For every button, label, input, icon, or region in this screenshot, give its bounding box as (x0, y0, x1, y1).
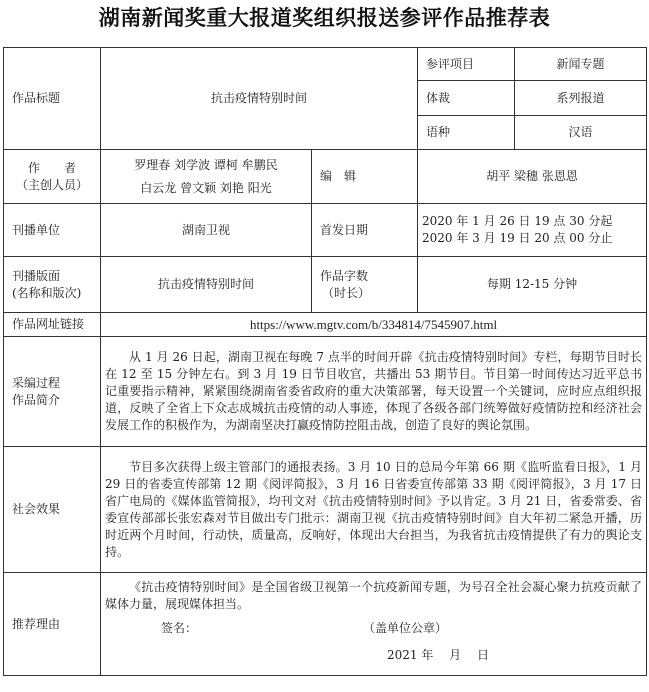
recommendation-form (3, 47, 647, 676)
editors-label: 编 辑 (312, 150, 418, 204)
recommend-cell (101, 573, 647, 676)
layout-label (4, 257, 101, 313)
layout-label-line-2: (名称和版次) (12, 285, 82, 300)
stamp-label: （盖单位公章） (363, 621, 448, 635)
authors-label-line-1: 作 者 (27, 160, 76, 175)
url-link[interactable]: https://www.mgtv.com/b/334814/7545907.html (101, 313, 647, 337)
layout-value: 抗击疫情特别时间 (101, 257, 312, 313)
category-label: 参评项目 (418, 48, 515, 81)
recommend-text: 《抗击疫情特别时间》是全国省级卫视第一个抗疫新闻专题，为号召全社会凝心聚力抗疫贡献了媒体力量，展现媒体担当。 (105, 580, 643, 611)
authors-label-line-2: （主创人员） (15, 177, 88, 192)
work-title-value: 抗击疫情特别时间 (101, 48, 418, 150)
impact-label: 社会效果 (4, 447, 101, 573)
genre-value: 系列报道 (515, 81, 647, 116)
language-value: 汉语 (515, 116, 647, 150)
language-label: 语种 (418, 116, 515, 150)
word-count-label (312, 257, 418, 313)
publisher-label: 刊播单位 (4, 204, 101, 257)
page-title: 湖南新闻奖重大报道奖组织报送参评作品推荐表 (98, 6, 551, 30)
process-label (4, 337, 101, 447)
work-title-label: 作品标题 (4, 48, 101, 150)
authors-line-2: 白云龙 曾文颖 刘艳 阳光 (140, 180, 272, 195)
process-label-line-2: 作品简介 (12, 392, 61, 407)
authors-line-1: 罗理春 刘学波 谭柯 牟鹏民 (134, 157, 278, 172)
editors-value: 胡平 梁穗 张恩恩 (418, 150, 647, 204)
first-date-line-1: 2020 年 1 月 26 日 19 点 30 分起 (422, 214, 613, 228)
authors-label (4, 150, 101, 204)
word-count-label-line-1: 作品字数 (320, 268, 369, 283)
first-date-label: 首发日期 (312, 204, 418, 257)
first-date-value (418, 204, 647, 257)
impact-text: 节目多次获得上级主管部门的通报表扬。3 月 10 日的总局今年第 66 期《监听监看日报》，1 月 29 日的省委宣传部第 12 期《阅评简报》，3 月 16 日省委宣传部第 33 期《阅评简报》，3 月 17 日省广电局的《媒体监管简报》，均刊文对《抗击疫情特别时间》予以肯定。3 月 21 日，省委常委、省委宣传部部长张宏森对节目做出专门批示：湖南卫视《抗击疫情特别时间》自大年初二紧急开播，历时近两个月时间，行动快，质量高，反响好，体现出大台担当，为我省抗击疫情提供了有力的舆论支持。 (101, 447, 647, 573)
recommend-label: 推荐理由 (4, 573, 101, 676)
word-count-label-line-2: （时长） (322, 285, 371, 300)
category-value: 新闻专题 (515, 48, 647, 81)
url-label: 作品网址链接 (4, 313, 101, 337)
genre-label: 体裁 (418, 81, 515, 116)
signature-label: 签名： (161, 621, 198, 635)
layout-label-line-1: 刊播版面 (12, 268, 61, 283)
process-label-line-1: 采编过程 (12, 375, 61, 390)
process-text: 从 1 月 26 日起，湖南卫视在每晚 7 点半的时间开辟《抗击疫情特别时间》专栏，每期节目时长在 12 至 15 分钟左右。到 3 月 19 日节目收官，共播出 53 期节目。节目第一时间传达习近平总书记重要指示精神，紧紧围绕湖南省委省政府的重大决策部署，每天设置一个关键词，应时应点组织报道，反映了全省上下众志成城抗击疫情的动人事迹，体现了各级各部门统筹做好疫情防控和经济社会发展工作的积极作为，为湖南坚决打赢疫情防控阻击战，创造了良好的舆论氛围。 (101, 337, 647, 447)
publisher-value: 湖南卫视 (101, 204, 312, 257)
first-date-line-2: 2020 年 3 月 19 日 20 点 00 分止 (422, 231, 613, 245)
authors-value (101, 150, 312, 204)
word-count-value: 每期 12-15 分钟 (418, 257, 647, 313)
date-label: 2021 年 月 日 (387, 648, 489, 662)
